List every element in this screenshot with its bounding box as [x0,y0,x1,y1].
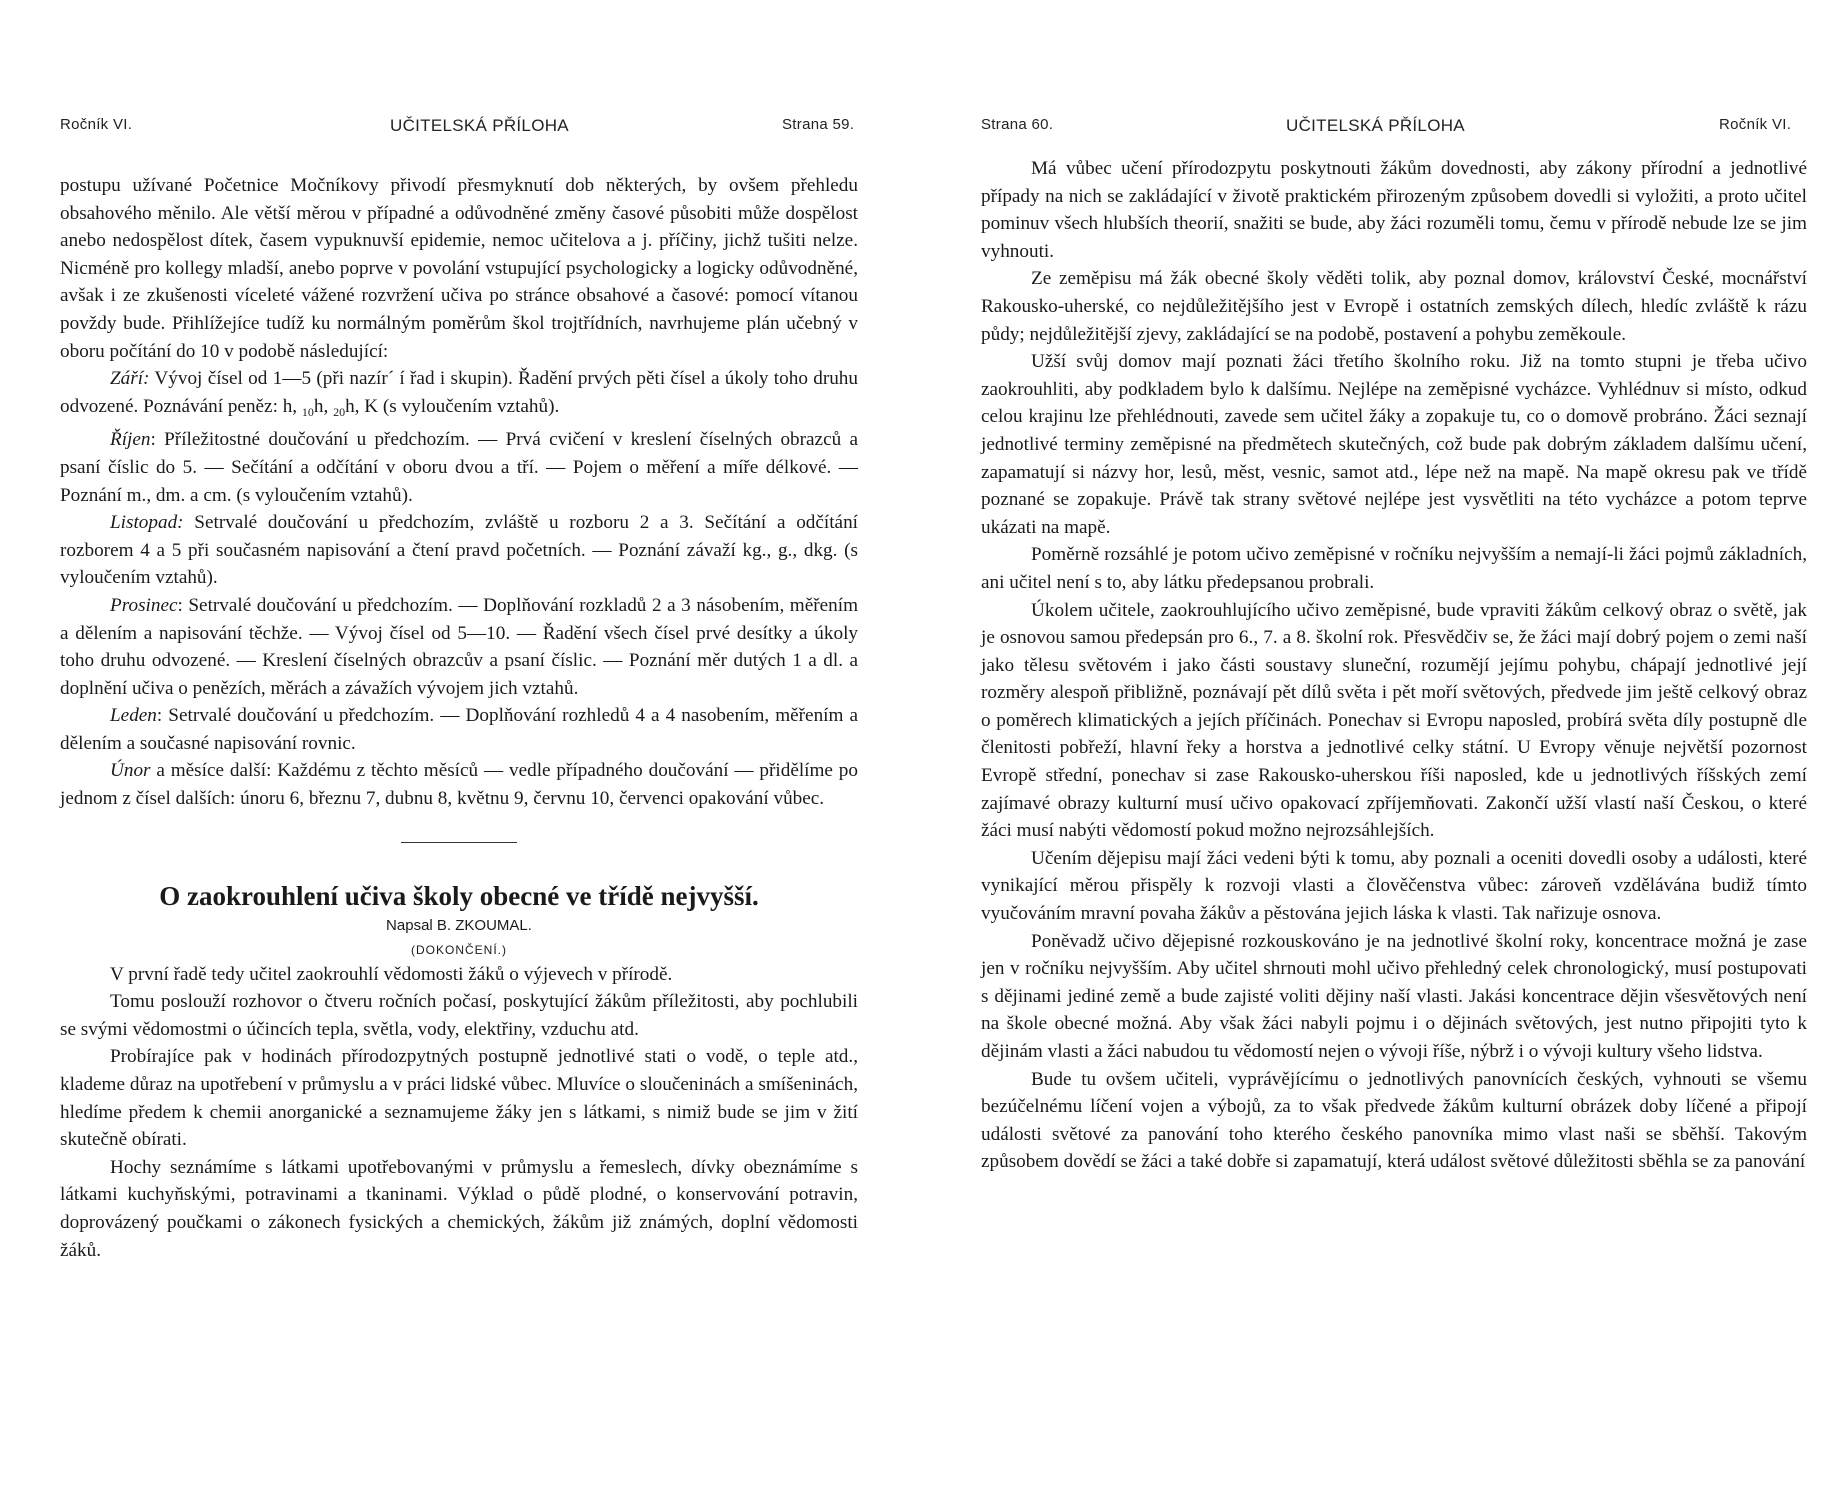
continuation-note: (DOKONČENÍ.) [411,942,507,957]
body-paragraph: Bude tu ovšem učiteli, vyprávějícímu o jednotlivých panovnících českých, vyhnouti se všemu bezúčelnému líčení vojen a výbojů, za to však předvede žákům kulturní obrázek doby líčené a připojí události světové za panování toho kterého českého panovníka mimo vlast naši se sběhší. Takovým způsobem dovědí se žáci a také dobře si zapamatují, která událost světové důležitosti sběhla se za panování [981,1068,1807,1173]
body-paragraph: Užší svůj domov mají poznati žáci třetího školního roku. Již na tomto stupni je třeba učivo zaokrouhliti, aby podkladem bylo k dalšímu. Nejlépe na zeměpisné vycházce. Vyhlédnuv si místo, odkud celou krajinu lze přehlédnouti, zavede sem učitel žáky a zopakuje tu, co o domově probráno. Žáci seznají jednotlivé terminy zeměpisné na předmětech skutečných, což bude pak dobrým základem dalšímu učení, zapamatují si názvy hor, lesů, měst, vesnic, samot atd., lépe než na mapě. Na mapě okresu pak ve třídě poznané se zopakuje. Právě tak strany světové nejlépe jest vysvětliti na této vycházce a potom teprve ukázati na mapě. [981,351,1807,538]
month-label: Listopad: [110,512,184,534]
intro-paragraph: postupu užívané Početnice Močníkovy přivodí přesmyknutí dob některých, by ovšem přehledu obsahového měnilo. Ale větší měrou v případné a odůvodněné změny časové působiti může dospělost anebo nedospělost dítek, časem vypuknuvší epidemie, nemoc učitelova a j. příčiny, jichž tušiti nelze. Nicméně pro kollegy mladší, anebo poprve v povolání vstupující psychologicky a logicky odůvodněné, avšak i ze zkušenosti víceleté vážené rozvržení učiva po stránce obsahové a časové: pomocí vítanou povždy bude. Přihlížejíce tudíž ku normálným poměrům škol trojtřídních, navrhujeme plán učebný v oboru počítání do 10 v podobě následující: [60,175,858,362]
month-text: Vývoj čísel od 1—5 (při nazír´ í řad i skupin). Řadění prvých pěti čísel a úkoly toho druhu odvozené. Poznávání peněz: h, [60,368,858,417]
article-paragraph: Tomu poslouží rozhovor o čtveru ročních počasí, poskytující žákům příležitosti, aby pochlubili se svými vědomostmi o účincích tepla, světla, vody, elektřiny, vzduchu atd. [60,991,858,1040]
body-paragraph: Poněvadž učivo dějepisné rozkouskováno je na jednotlivé školní roky, koncentrace možná je zase jen v ročníku nejvyšším. Aby učitel shrnouti mohl učivo přehledný celek chronologický, musí postupovati s dějinami jediné země a bude zajisté voliti dějiny naší vlasti. Jakási koncentrace dějin všesvětových není na škole obecné možná. Aby však žáci nabyli pojmu i o dějinách světových, jest nutno připojiti tyto k dějinám vlasti a žáci nabudou tu vědomostí nejen o vývoji říše, nýbrž i o vývoji kultury všeho lidstva. [981,930,1807,1062]
right-page [919,0,1838,1500]
month-label: Říjen [110,429,151,451]
body-paragraph: Ze zeměpisu má žák obecné školy věděti tolik, aby poznal domov, království České, mocnářství Rakousko-uherské, co nejdůležitějšího jest v Evropě i ostatních zemských dílech, hledíc zvláště k rázu půdy; nejdůležitější zjevy, zakládající se na podobě, postavení a pohybu zeměkoule. [981,268,1807,345]
volume-label: Ročník VI. [1719,116,1792,133]
running-title: UČITELSKÁ PŘÍLOHA [390,116,569,135]
month-entry-leden [60,702,858,757]
page-number: Strana 60. [981,116,1054,133]
article-paragraph: V první řadě tedy učitel zaokrouhlí vědomosti žáků o výjevech v přírodě. [110,963,673,985]
volume-label: Ročník VI. [60,116,133,133]
month-label: Únor [110,760,151,782]
body-paragraph: Učením dějepisu mají žáci vedeni býti k tomu, aby poznali a oceniti dovedli osoby a události, které vynikající měrou přispěly k rozvoji vlasti a člověčenstva vůbec: zároveň vzdělávána budiž tímto vyučováním mravní povaha žákův a pěstována jejich láska k vlasti. Tak nařizuje osnova. [981,847,1807,925]
body-paragraph: Úkolem učitele, zaokrouhlujícího učivo zeměpisné, bude vpraviti žákům celkový obraz o světě, jak je osnovou samou předepsán pro 6., 7. a 8. školní rok. Přesvědčiv se, že žáci mají dobrý pojem o zemi naší jako tělesu světovém i jako části soustavy sluneční, rozumějí jejímu pohybu, chápají jednotlivé její rozměry alespoň přibližně, poznávají pět dílů světa i pět moří světových, předvede jim ještě celkový obraz o poměrech klimatických a jejích příčinách. Ponechav si Evropu naposled, probírá světa díly postupně dle členitosti pobřeží, hlavní řeky a horstva a jednotlivé celky státní. U Evropy věnuje největší pozornost Evropě střední, ponechav si zase Rakousko-uherskou říši naposled, kde u jednotlivých říšských zemí zajímavé obrazy kulturní musí učivo opakovací zpříjemňovati. Zakončí užší vlastí naší Českou, o které žáci musí nabýti vědomostí pokud možno nejrozsáhlejších. [981,599,1807,842]
month-label: Leden [110,705,157,727]
month-label: Září: [110,368,150,390]
article-paragraph: Hochy seznámíme s látkami upotřebovanými v průmyslu a řemeslech, dívky obeznámíme s látkami kuchyňskými, potravinami a tkaninami. Výklad o půdě plodné, o konservování potravin, doprovázený poučkami o zákonech fysických a chemických, žákům již známých, doplní vědomosti žáků. [60,1156,858,1261]
page-number: Strana 59. [782,116,855,133]
body-paragraph: Má vůbec učení přírodozpytu poskytnouti žákům dovednosti, aby zákony přírodní a jednotlivé případy na nich se zakládající v životě praktickém přirozeným způsobem dovedli si vyložiti, a proto učitel pominuv všech hlubších theorií, snažiti se bude, aby žáci rozuměli tomu, čemu v přírodě nebude lze se jim vyhnouti. [981,158,1807,262]
month-entry-prosinec [60,592,858,702]
month-label: Prosinec [110,594,178,616]
section-divider [401,842,517,843]
month-text: a měsíce další: Každému z těchto měsíců — vedle případného doučování — přidělíme po jednom z čísel dalších: únoru 6, březnu 7, dubnu 8, květnu 9, červnu 10, červenci opakování vůbec. [60,760,858,810]
month-text: : Setrvalé doučování u předchozím. — Doplňování rozkladů 2 a 3 násobením, měřením a dělením a napisování těchže. — Vývoj čísel od 5—10. — Řadění všech čísel prvé desítky a úkoly toho druhu odvozené. — Kreslení číselných obrazcův a psaní číslic. — Poznání měr dutých 1 a dl. a doplnění učiva o penězích, měrách a závažích vývojem jich vztahů. [60,594,858,699]
article-byline: Napsal B. ZKOUMAL. [386,916,532,934]
subscript: 10 [301,404,314,419]
right-page-body [981,155,1807,1176]
month-text: : Příležitostné doučování u předchozím. — Prvá cvičení v kreslení číselných obrazců a psaní číslic do 5. — Sečítání a odčítání v oboru dvou a tří. — Pojem o měření a míře délkové. — Poznání m., dm. a cm. (s vyloučením vztahů). [60,429,858,506]
left-page-body [60,172,858,1264]
month-text: Setrvalé doučování u předchozím, zvláště u rozboru 2 a 3. Sečítání a odčítání rozborem 4 a 5 při současném napisování a čtení pravd početních. — Poznání závaží kg., g., dkg. (s vyloučením vztahů). [60,512,858,589]
month-entry-zari [60,365,858,426]
month-entry-unor [60,757,858,812]
subscript: 20 [333,404,346,419]
article-paragraph: Probírajíce pak v hodinách přírodozpytných postupně jednotlivé stati o vodě, o teple atd., klademe důraz na upotřebení v průmyslu a v práci lidské vůbec. Mluvíce o sloučeninách a smíšeninách, hledíme předem k chemii anorganické a seznamujeme žáky jen s látkami, s nimiž bude se jim v žití skutečně obírati. [60,1046,858,1151]
body-paragraph: Poměrně rozsáhlé je potom učivo zeměpisné v ročníku nejvyšším a nemají-li žáci pojmů základních, ani učitel není s to, aby látku předepsanou probrali. [981,544,1807,593]
month-entry-listopad [60,509,858,592]
month-text: : Setrvalé doučování u předchozím. — Doplňování rozhledů 4 a 4 nasobením, měřením a dělením a současné napisování rovnic. [60,705,858,754]
article-title: O zaokrouhlení učiva školy obecné ve třídě nejvyšší. [159,880,759,911]
month-entry-rijen [60,426,858,509]
month-text: h, K (s vyloučením vztahů). [345,395,560,417]
month-text: h, [313,395,334,417]
running-title: UČITELSKÁ PŘÍLOHA [1286,116,1465,135]
